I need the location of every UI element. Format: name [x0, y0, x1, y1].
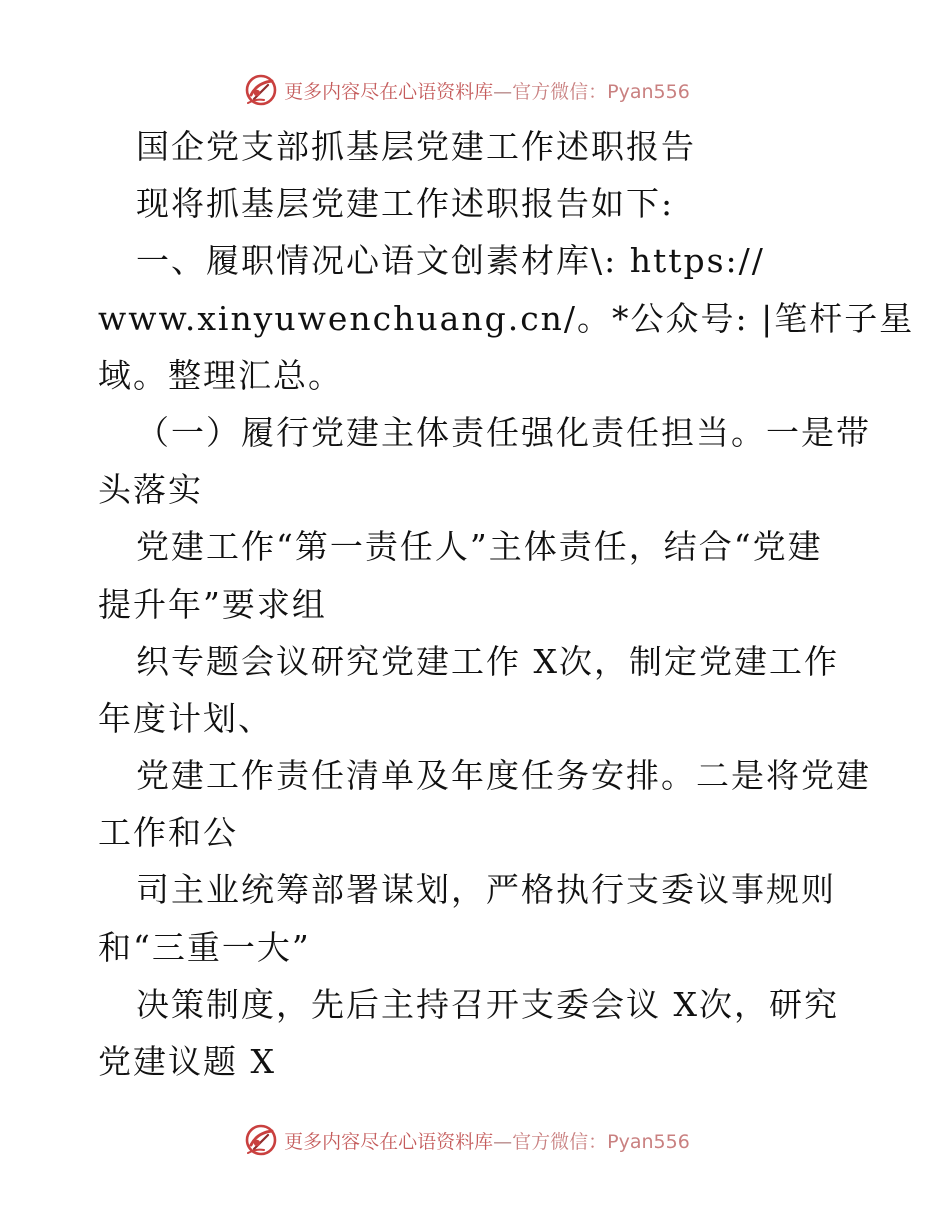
- intro-paragraph: 现将抓基层党建工作述职报告如下:: [136, 184, 675, 224]
- paragraph-line: 提升年”要求组: [98, 584, 327, 624]
- seal-logo-icon: [244, 1123, 278, 1157]
- section-heading-line: 一、履职情况心语文创素材库\: https://: [136, 241, 765, 281]
- paragraph-line: 年度计划、: [98, 698, 273, 738]
- footer-watermark-banner: [0, 1120, 950, 1160]
- subsection-heading-line: （一）履行党建主体责任强化责任担当。一是带: [136, 412, 871, 452]
- paragraph-line: 头落实: [98, 470, 203, 510]
- document-body: [98, 118, 915, 1090]
- header-watermark-banner: [0, 70, 950, 110]
- seal-logo-icon: [244, 73, 278, 107]
- section-heading-url-line: www.xinyuwenchuang.cn/。*公众号: |笔杆子星: [98, 298, 915, 338]
- paragraph-line: 党建工作“第一责任人”主体责任，结合“党建: [136, 527, 823, 567]
- paragraph-line: 织专题会议研究党建工作 X次，制定党建工作: [136, 641, 839, 681]
- watermark-lead: 更多内容尽在心语资料库: [284, 80, 494, 103]
- watermark-lead: 更多内容尽在心语资料库: [284, 1130, 494, 1153]
- document-title: 国企党支部抓基层党建工作述职报告: [136, 127, 696, 166]
- watermark-dash: —: [493, 80, 513, 103]
- paragraph-line: 工作和公: [98, 813, 238, 853]
- watermark-contact: 官方微信：Pyan556: [512, 1130, 690, 1153]
- watermark-text: [284, 1127, 690, 1154]
- paragraph-line: 党建工作责任清单及年度任务安排。二是将党建: [136, 756, 871, 796]
- paragraph-line: 和“三重一大”: [98, 927, 311, 967]
- paragraph-line: 司主业统筹部署谋划，严格执行支委议事规则: [136, 870, 836, 910]
- watermark-dash: —: [493, 1130, 513, 1153]
- paragraph-line: 决策制度，先后主持召开支委会议 X次，研究: [136, 984, 839, 1024]
- watermark-text: [284, 77, 690, 104]
- paragraph-line: 党建议题 X: [98, 1042, 276, 1081]
- section-heading-end-line: 域。整理汇总。: [98, 355, 343, 395]
- watermark-contact: 官方微信：Pyan556: [512, 80, 690, 103]
